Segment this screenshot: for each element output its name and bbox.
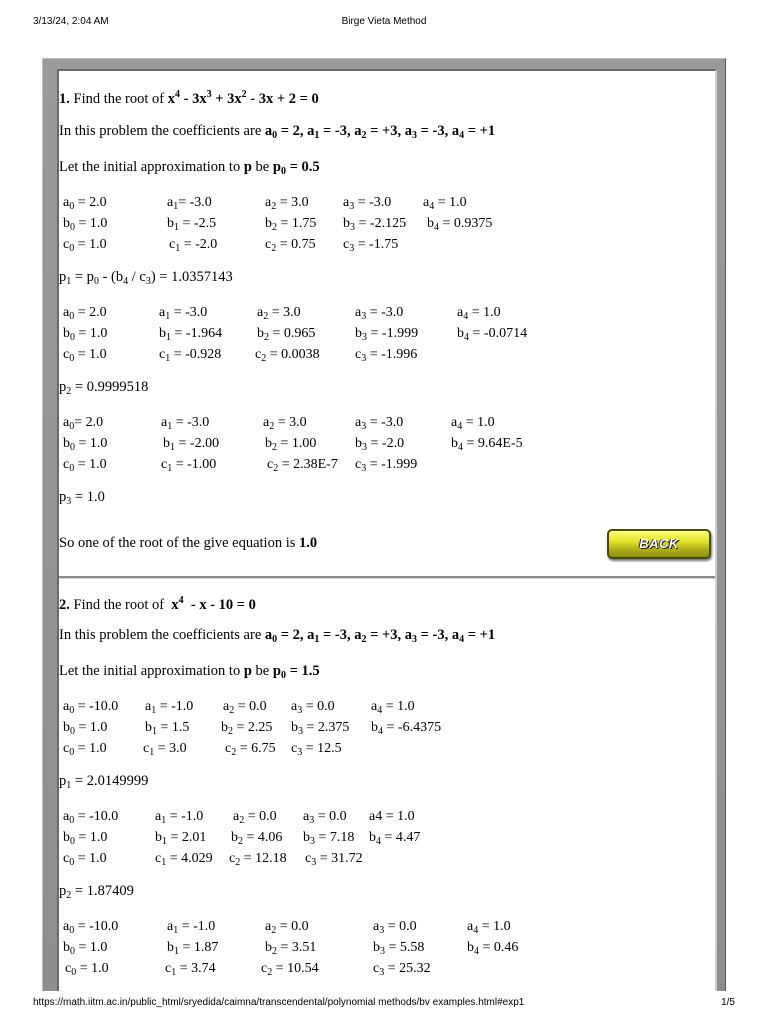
ex2-t1-b0-value: 1.0: [89, 720, 108, 735]
ex1-t3-a1-value: -3.0: [187, 415, 210, 430]
ex1-t1-a3: $a_3 = -3.0$: [343, 195, 392, 212]
ex1-t3-b2-value: 1.00: [291, 436, 317, 451]
ex1-t1-a2: $a_2 = 3.0$: [265, 195, 309, 212]
ex1-t3-a0: $a_0= 2.0$: [63, 415, 104, 432]
ex1-t3-a4: $a_4 = 1.0$: [451, 415, 495, 432]
ex2-t2-a4: a4 = 1.0: [369, 809, 415, 824]
ex1-root-value: 1.0: [299, 535, 318, 551]
ex2-t3-c1-value: 3.74: [191, 961, 216, 976]
ex1-t2-b1-value: -1.964: [185, 326, 223, 341]
ex2-t1-a2-value: 0.0: [249, 699, 267, 714]
ex2-t2-b4: $b_4 = 4.47$: [369, 830, 421, 847]
ex1-t1-c0-value: 1.0: [89, 237, 107, 252]
ex2-t3-a4-value: 1.0: [493, 919, 511, 934]
ex2-t2-c2-value: 12.18: [255, 851, 287, 866]
ex1-t2-c3-value: -1.996: [381, 347, 418, 362]
ex2-t3-a1: $a_1 = -1.0$: [167, 919, 216, 936]
ex1-p3: $p_3 = 1.0$: [59, 489, 105, 507]
ex2-t3-b2-value: 3.51: [291, 940, 317, 955]
ex2-p1: $p_1 = 2.0149999$: [59, 773, 149, 791]
content-panel: [57, 69, 717, 991]
ex2-t3-b3: $b_3 = 5.58$: [373, 940, 425, 957]
ex1-t1-a2-value: 3.0: [291, 195, 309, 210]
ex1-t2-b1: $b_1 = -1.964$: [159, 326, 223, 343]
print-footer: [0, 997, 768, 1011]
ex1-p0: $p_0 = 0.5$: [272, 159, 320, 177]
ex2-initial-approx: [59, 663, 320, 680]
ex2-t3-b1: $b_1 = 1.87$: [167, 940, 219, 957]
ex2-t1-b0: $b_0 = 1.0$: [63, 720, 108, 737]
ex2-t3-a3-value: 0.0: [399, 919, 417, 934]
print-header: [0, 16, 768, 30]
ex1-t2-a2: $a_2 = 3.0$: [257, 305, 301, 322]
ex2-t2-a4-value: 1.0: [397, 809, 415, 824]
ex2-t2-c0-value: 1.0: [89, 851, 107, 866]
ex1-coef-intro: In this problem the coefficients are: [59, 123, 262, 139]
ex2-t1-b1: $b_1 = 1.5$: [145, 720, 190, 737]
ex1-t3-c3: $c_3 = -1.999$: [355, 457, 418, 474]
ex1-t2-c2-value: 0.0038: [281, 347, 320, 362]
ex2-t3-b3-value: 5.58: [399, 940, 425, 955]
ex2-t1-a3: $a_3 = 0.0$: [291, 699, 335, 716]
ex1-equation: $x^4 - 3x^3 + 3x^2 - 3x + 2 = 0$: [167, 89, 319, 107]
ex1-t2-b4: $b_4 = -0.0714$: [457, 326, 528, 343]
ex1-t1-a1-value: -3.0: [189, 195, 212, 210]
back-button[interactable]: BACK: [607, 529, 711, 559]
ex1-t3-a3-value: -3.0: [381, 415, 404, 430]
ex1-p2-value: 0.9999518: [86, 379, 149, 395]
ex2-t3-a0: $a_0 = -10.0$: [63, 919, 119, 936]
ex2-t2-a3-value: 0.0: [329, 809, 347, 824]
example-1: [59, 71, 715, 575]
ex2-coef-intro: In this problem the coefficients are: [59, 627, 262, 643]
ex2-t3-c0: $c_0 = 1.0$: [65, 961, 109, 978]
ex2-t1-c2-value: 6.75: [251, 741, 276, 756]
print-timestamp: 3/13/24, 2:04 AM: [33, 16, 109, 27]
ex2-t2-a0-value: -10.0: [89, 809, 119, 824]
ex1-t2-a1: $a_1 = -3.0$: [159, 305, 208, 322]
print-page-number: 1/5: [721, 997, 735, 1008]
ex1-t3-c2-value: 2.38E-7: [293, 457, 338, 472]
ex2-t1-a2: $a_2 = 0.0$: [223, 699, 267, 716]
ex2-t3-c3-value: 25.32: [399, 961, 431, 976]
ex1-t1-c1: $c_1 = -2.0$: [169, 237, 218, 254]
ex2-t3-a4: $a_4 = 1.0$: [467, 919, 511, 936]
ex2-t3-b0-value: 1.0: [89, 940, 108, 955]
ex1-t3-c0-value: 1.0: [89, 457, 107, 472]
ex2-t1-c2: $c_2 = 6.75$: [225, 741, 276, 758]
ex2-t1-c1-value: 3.0: [169, 741, 187, 756]
ex2-t2-b2: $b_2 = 4.06$: [231, 830, 283, 847]
ex1-t1-b4: $b_4 = 0.9375$: [427, 216, 493, 233]
ex1-t1-a1: $a_1= -3.0$: [167, 195, 212, 212]
ex1-t1-b4-value: 0.9375: [453, 216, 493, 231]
ex1-p2: $p_2 = 0.9999518$: [59, 379, 149, 397]
ex2-t1-a1: $a_1 = -1.0$: [145, 699, 194, 716]
ex2-t1-b4: $b_4 = -6.4375$: [371, 720, 442, 737]
ex2-t1-a0: $a_0 = -10.0$: [63, 699, 119, 716]
ex1-t2-b3: $b_3 = -1.999$: [355, 326, 419, 343]
ex1-prompt: Find the root of: [73, 91, 165, 107]
ex1-t3-a4-value: 1.0: [477, 415, 495, 430]
ex2-p2: $p_2 = 1.87409$: [59, 883, 134, 901]
ex2-t1-b2-value: 2.25: [247, 720, 273, 735]
ex2-p2-value: 1.87409: [86, 883, 134, 899]
ex1-t2-a1-value: -3.0: [185, 305, 208, 320]
ex1-t1-a3-value: -3.0: [369, 195, 392, 210]
ex1-t1-c2-value: 0.75: [291, 237, 316, 252]
ex2-t3-a2: $a_2 = 0.0$: [265, 919, 309, 936]
ex1-t2-a4: $a_4 = 1.0$: [457, 305, 501, 322]
ex1-conclusion-text: So one of the root of the give equation is: [59, 535, 296, 551]
ex1-t3-a2: $a_2 = 3.0$: [263, 415, 307, 432]
ex2-t3-b1-value: 1.87: [193, 940, 219, 955]
ex2-t2-b3-value: 7.18: [329, 830, 355, 845]
ex2-t1-a4: $a_4 = 1.0$: [371, 699, 415, 716]
ex1-conclusion: [59, 535, 317, 552]
ex2-t2-a3: $a_3 = 0.0$: [303, 809, 347, 826]
ex1-t2-b2-value: 0.965: [283, 326, 316, 341]
ex2-t2-a2: $a_2 = 0.0$: [233, 809, 277, 826]
print-url: https://math.iitm.ac.in/public_html/sryedida/caimna/transcendental/polynomial methods/bv examples.html#exp1: [33, 997, 525, 1008]
ex2-t2-a1: $a_1 = -1.0$: [155, 809, 204, 826]
ex1-t2-a4-value: 1.0: [483, 305, 501, 320]
ex2-t2-b3: $b_3 = 7.18$: [303, 830, 355, 847]
ex1-approx-be: be: [255, 159, 270, 175]
ex2-t2-a1-value: -1.0: [181, 809, 204, 824]
ex1-t2-c3: $c_3 = -1.996$: [355, 347, 418, 364]
ex1-t2-b2: $b_2 = 0.965$: [257, 326, 316, 343]
ex2-t2-b0-value: 1.0: [89, 830, 108, 845]
ex2-t1-b3-value: 2.375: [317, 720, 350, 735]
ex1-t2-a3: $a_3 = -3.0$: [355, 305, 404, 322]
ex1-t3-b0-value: 1.0: [89, 436, 108, 451]
ex2-t3-b4-value: 0.46: [493, 940, 519, 955]
ex1-coefficients: [59, 123, 495, 140]
ex2-t2-c0: $c_0 = 1.0$: [63, 851, 107, 868]
ex1-t3-b2: $b_2 = 1.00$: [265, 436, 317, 453]
ex1-t1-b0: $b_0 = 1.0$: [63, 216, 108, 233]
ex2-t3-a0-value: -10.0: [89, 919, 119, 934]
ex1-p1-value: 1.0357143: [171, 269, 233, 285]
ex2-t3-c3: $c_3 = 25.32$: [373, 961, 431, 978]
ex1-t3-b4-value: 9.64E-5: [477, 436, 523, 451]
ex2-t1-b4-value: -6.4375: [397, 720, 442, 735]
ex1-t3-b3: $b_3 = -2.0$: [355, 436, 405, 453]
ex1-t2-c0: $c_0 = 1.0$: [63, 347, 107, 364]
ex1-t1-b1-value: -2.5: [193, 216, 217, 231]
ex1-t2-c1-value: -0.928: [185, 347, 222, 362]
print-page-title: Birge Vieta Method: [341, 16, 427, 27]
ex1-t3-c1: $c_1 = -1.00$: [161, 457, 217, 474]
ex1-t1-c0: $c_0 = 1.0$: [63, 237, 107, 254]
ex1-t1-a0: $a_0 = 2.0$: [63, 195, 107, 212]
ex1-t1-c2: $c_2 = 0.75$: [265, 237, 316, 254]
ex1-approx-var: p: [243, 159, 252, 175]
ex2-t1-b3: $b_3 = 2.375$: [291, 720, 350, 737]
ex2-t1-b2: $b_2 = 2.25$: [221, 720, 273, 737]
ex1-t1-b3: $b_3 = -2.125$: [343, 216, 407, 233]
ex1-t1-c3: $c_3 = -1.75$: [343, 237, 399, 254]
ex2-t2-b2-value: 4.06: [257, 830, 283, 845]
ex1-t3-c1-value: -1.00: [187, 457, 217, 472]
ex2-t1-b1-value: 1.5: [171, 720, 190, 735]
ex2-t1-c1: $c_1 = 3.0$: [143, 741, 187, 758]
ex2-t3-b2: $b_2 = 3.51$: [265, 940, 317, 957]
ex1-t3-a0-value: 2.0: [85, 415, 104, 430]
ex2-equation: $x^4 - x - 10 = 0$: [171, 595, 256, 613]
ex2-t2-c1-value: 4.029: [181, 851, 213, 866]
ex2-coefficients: [59, 627, 495, 644]
ex1-t3-c3-value: -1.999: [381, 457, 418, 472]
ex1-initial-approx: [59, 159, 320, 176]
ex1-t1-a4-value: 1.0: [449, 195, 467, 210]
ex2-approx-be: be: [255, 663, 270, 679]
ex1-heading: [59, 91, 319, 108]
page-frame: [42, 58, 726, 991]
ex1-t1-a4: $a_4 = 1.0$: [423, 195, 467, 212]
ex2-t3-b0: $b_0 = 1.0$: [63, 940, 108, 957]
ex1-t1-b0-value: 1.0: [89, 216, 108, 231]
ex2-t3-a2-value: 0.0: [291, 919, 309, 934]
ex1-t1-c3-value: -1.75: [369, 237, 399, 252]
ex2-t3-c1: $c_1 = 3.74$: [165, 961, 216, 978]
ex1-t3-b1: $b_1 = -2.00$: [163, 436, 220, 453]
ex1-p1: $p_1 = p_0 - (b_4 / c_3) = 1.0357143$: [59, 269, 233, 287]
example-2: [59, 579, 715, 991]
ex1-coef-list: $a_0 = 2$, $a_1 = -3$, $a_2 = +3$, $a_3 = -3$, $a_4 = +1$: [264, 123, 496, 141]
ex1-t2-b4-value: -0.0714: [483, 326, 528, 341]
ex2-t2-c3-value: 31.72: [331, 851, 363, 866]
ex1-t2-b0: $b_0 = 1.0$: [63, 326, 108, 343]
ex1-t2-a0-value: 2.0: [89, 305, 107, 320]
ex2-t3-b4: $b_4 = 0.46$: [467, 940, 519, 957]
ex2-p1-value: 2.0149999: [86, 773, 149, 789]
ex2-t3-a3: $a_3 = 0.0$: [373, 919, 417, 936]
ex1-t1-b2: $b_2 = 1.75$: [265, 216, 317, 233]
ex2-approx-var: p: [243, 663, 252, 679]
ex1-t1-b2-value: 1.75: [291, 216, 317, 231]
ex2-p0: $p_0 = 1.5$: [272, 663, 320, 681]
ex2-t3-c2-value: 10.54: [287, 961, 319, 976]
ex2-t2-b1: $b_1 = 2.01$: [155, 830, 207, 847]
ex1-approx-intro: Let the initial approximation to: [59, 159, 241, 175]
ex2-t2-a0: $a_0 = -10.0$: [63, 809, 119, 826]
ex2-p0-value: 1.5: [301, 663, 320, 679]
ex2-t2-a2-value: 0.0: [259, 809, 277, 824]
ex1-t1-c1-value: -2.0: [195, 237, 218, 252]
ex2-t3-c0-value: 1.0: [91, 961, 109, 976]
ex1-t2-a0: $a_0 = 2.0$: [63, 305, 107, 322]
ex1-t2-a2-value: 3.0: [283, 305, 301, 320]
ex2-t1-a3-value: 0.0: [317, 699, 335, 714]
ex1-t3-b3-value: -2.0: [381, 436, 405, 451]
ex1-t3-b0: $b_0 = 1.0$: [63, 436, 108, 453]
ex2-t1-c0-value: 1.0: [89, 741, 107, 756]
ex1-t3-b4: $b_4 = 9.64E-5$: [451, 436, 523, 453]
ex2-t2-c2: $c_2 = 12.18$: [229, 851, 287, 868]
ex2-approx-intro: Let the initial approximation to: [59, 663, 241, 679]
ex2-t1-c3: $c_3 = 12.5$: [291, 741, 342, 758]
ex1-t1-b1: $b_1 = -2.5$: [167, 216, 217, 233]
ex2-t1-a1-value: -1.0: [171, 699, 194, 714]
ex2-t2-b4-value: 4.47: [395, 830, 421, 845]
ex2-t3-a1-value: -1.0: [193, 919, 216, 934]
ex1-t3-c0: $c_0 = 1.0$: [63, 457, 107, 474]
ex1-number: 1.: [59, 91, 70, 107]
ex1-t3-b1-value: -2.00: [189, 436, 220, 451]
ex2-t1-a0-value: -10.0: [89, 699, 119, 714]
ex1-t1-a0-value: 2.0: [89, 195, 107, 210]
ex2-t1-c0: $c_0 = 1.0$: [63, 741, 107, 758]
ex1-t3-a1: $a_1 = -3.0$: [161, 415, 210, 432]
ex2-coef-list: $a_0 = 2$, $a_1 = -3$, $a_2 = +3$, $a_3 = -3$, $a_4 = +1$: [264, 627, 496, 645]
ex1-t2-b3-value: -1.999: [381, 326, 419, 341]
ex2-t3-c2: $c_2 = 10.54$: [261, 961, 319, 978]
ex1-t2-c1: $c_1 = -0.928$: [159, 347, 222, 364]
ex2-heading: [59, 597, 256, 614]
ex1-p3-value: 1.0: [86, 489, 105, 505]
ex2-number: 2.: [59, 597, 70, 613]
ex2-t2-b0: $b_0 = 1.0$: [63, 830, 108, 847]
ex1-t2-a3-value: -3.0: [381, 305, 404, 320]
ex2-t2-b1-value: 2.01: [181, 830, 207, 845]
ex1-t3-a3: $a_3 = -3.0$: [355, 415, 404, 432]
ex2-prompt: Find the root of: [73, 597, 165, 613]
ex1-t2-c0-value: 1.0: [89, 347, 107, 362]
ex2-t2-c1: $c_1 = 4.029$: [155, 851, 213, 868]
ex2-t2-c3: $c_3 = 31.72$: [305, 851, 363, 868]
ex1-t3-c2: $c_2 = 2.38E-7$: [267, 457, 338, 474]
ex2-t1-a4-value: 1.0: [397, 699, 415, 714]
ex1-t2-b0-value: 1.0: [89, 326, 108, 341]
ex2-t1-c3-value: 12.5: [317, 741, 342, 756]
ex1-t3-a2-value: 3.0: [289, 415, 307, 430]
ex1-p0-value: 0.5: [301, 159, 320, 175]
ex1-t2-c2: $c_2 = 0.0038$: [255, 347, 320, 364]
ex1-t1-b3-value: -2.125: [369, 216, 407, 231]
